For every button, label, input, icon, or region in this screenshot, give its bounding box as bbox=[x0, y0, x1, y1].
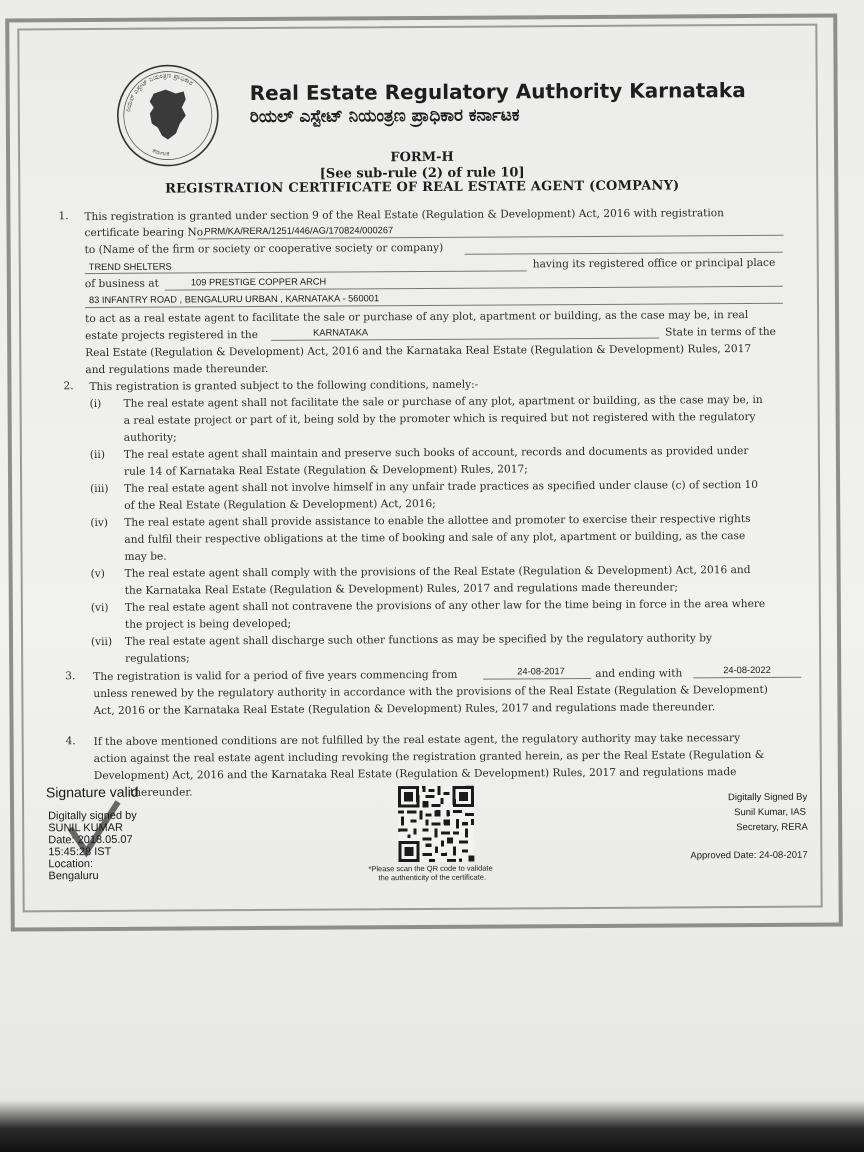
clause-1-number: 1. bbox=[58, 210, 69, 223]
signature-line-3: Date: 2018.05.07 bbox=[48, 833, 133, 847]
condition-iii-roman: (iii) bbox=[90, 482, 109, 496]
registration-number: PRM/KA/RERA/1251/446/AG/170824/000267 bbox=[204, 225, 394, 237]
condition-iv-roman: (iv) bbox=[90, 516, 108, 530]
qr-code-icon[interactable] bbox=[398, 786, 474, 862]
signature-valid-title: Signature valid bbox=[45, 783, 139, 801]
start-date-underline bbox=[483, 678, 591, 680]
certificate bbox=[31, 50, 816, 895]
condition-iv-line-3: may be. bbox=[124, 550, 167, 563]
clause-1-line-3: to (Name of the firm or society or cooperative society or company) bbox=[84, 241, 444, 257]
condition-vi-line-1: The real estate agent shall not contravene the provisions of any other law for the time being in force in the area where bbox=[124, 597, 766, 614]
condition-vi-roman: (vi) bbox=[90, 601, 109, 615]
clause-3-ending-with: and ending with bbox=[595, 667, 683, 680]
clause-1-line-2 bbox=[84, 225, 206, 240]
valid-until-date: 24-08-2022 bbox=[723, 664, 771, 676]
firm-name: TREND SHELTERS bbox=[88, 261, 172, 273]
signature-line-5: Location: bbox=[48, 858, 94, 871]
clause-3-line-2: unless renewed by the regulatory authority in accordance with the provisions of the Real Estate (Regulation & Development) bbox=[93, 683, 768, 701]
condition-vii-line-2: regulations; bbox=[125, 652, 190, 665]
end-date-underline bbox=[693, 677, 801, 679]
condition-ii-line-2: rule 14 of Karnataka Real Estate (Regulation & Development) Rules, 2017; bbox=[123, 463, 528, 478]
condition-vii-roman: (vii) bbox=[90, 635, 113, 649]
condition-v-roman: (v) bbox=[90, 567, 105, 581]
condition-iii-line-2: of the Real Estate (Regulation & Development) Act, 2016; bbox=[124, 497, 436, 512]
condition-v-line-1: The real estate agent shall comply with the provisions of the Real Estate (Regulation & Development) Act, 2016 and bbox=[124, 564, 751, 580]
condition-ii-roman: (ii) bbox=[89, 448, 105, 462]
principal-place-text: having its registered office or principal place bbox=[532, 256, 776, 271]
clause-1-line-10: and regulations made thereunder. bbox=[85, 362, 269, 377]
digitally-signed-by: Digitally Signed By bbox=[727, 791, 808, 804]
clause-4-line-1: If the above mentioned conditions are not fulfilled by the real estate agent, the regulatory authority may take necessary bbox=[93, 732, 741, 749]
valid-from-date: 24-08-2017 bbox=[517, 666, 565, 677]
condition-i-line-1: The real estate agent shall not facilitate the sale or purchase of any plot, apartment or building, as the case may be, in bbox=[123, 393, 763, 410]
clause-4-line-3: Development) Act, 2016 and the Karnataka Real Estate (Regulation & Development) Rules, 2017 and regulations made bbox=[93, 766, 737, 783]
clause-4-line-4: thereunder. bbox=[129, 786, 193, 799]
business-at-label: of business at bbox=[84, 277, 159, 291]
form-name: FORM-H bbox=[390, 149, 454, 166]
condition-iv-line-2: and fulfil their respective obligations at the time of booking and sale of any plot, apartment or building, as the case bbox=[124, 530, 746, 546]
clause-1-line-7: to act as a real estate agent to facilitate the sale or purchase of any plot, apartment or building, as the case may be, in real bbox=[85, 309, 749, 326]
condition-iii-line-1: The real estate agent shall not involve himself in any unfair trade practices as specified under clause (c) of section 10 bbox=[124, 478, 759, 495]
org-name-english: Real Estate Regulatory Authority Karnataka bbox=[249, 78, 746, 106]
clause-3-line-3: Act, 2016 or the Karnataka Real Estate (Regulation & Development) Rules, 2017 and regulations made thereunder. bbox=[93, 701, 716, 718]
condition-vi-line-2: the project is being developed; bbox=[124, 617, 292, 631]
clause-4-line-2: action against the real estate agent including revoking the registration granted herein, as per the Real Estate (Regulation & bbox=[93, 748, 765, 766]
state-underline bbox=[271, 338, 659, 341]
form-subrule: [See sub-rule (2) of rule 10] bbox=[319, 165, 525, 182]
address-line-1: 109 PRESTIGE COPPER ARCH bbox=[190, 276, 327, 288]
photo-shadow bbox=[0, 1100, 864, 1152]
seal-top-text: ರಿಯಲ್ ಎಸ್ಟೇಟ್ ನಿಯಂತ್ರಣ ಪ್ರಾಧಿಕಾರ bbox=[124, 71, 195, 113]
seal-bottom-text: ಕರ್ನಾಟಕ bbox=[151, 147, 170, 158]
clause-2-number: 2. bbox=[63, 380, 74, 393]
state-terms-text: State in terms of the bbox=[665, 325, 776, 339]
condition-i-roman: (i) bbox=[89, 397, 102, 411]
projects-registered-label: estate projects registered in the bbox=[85, 329, 259, 343]
condition-vii-line-1: The real estate agent shall discharge such other functions as may be specified by the regulatory authority by bbox=[124, 632, 713, 648]
org-name-kannada: ರಿಯಲ್ ಎಸ್ಟೇಟ್ ನಿಯಂತ್ರಣ ಪ್ರಾಧಿಕಾರ ಕರ್ನಾಟಕ bbox=[249, 105, 520, 128]
clause-1-line-1: This registration is granted under section 9 of the Real Estate (Regulation & Development) Act, 2016 with registration bbox=[84, 207, 725, 224]
clause-2-intro: This registration is granted subject to the following conditions, namely:- bbox=[89, 378, 479, 394]
firm-name-label-underline bbox=[465, 252, 783, 255]
signature-line-6: Bengaluru bbox=[48, 869, 99, 883]
form-title: REGISTRATION CERTIFICATE OF REAL ESTATE AGENT (COMPANY) bbox=[165, 178, 680, 197]
condition-i-line-3: authority; bbox=[123, 431, 177, 444]
clause-4-number: 4. bbox=[65, 735, 76, 748]
condition-v-line-2: the Karnataka Real Estate (Regulation & Development) Rules, 2017 and regulations made thereunder; bbox=[124, 581, 679, 597]
clause-1-line-9: Real Estate (Regulation & Development) Act, 2016 and the Karnataka Real Estate (Regulation & Development) Rules, 2017 bbox=[85, 342, 752, 360]
signature-line-2: SUNIL KUMAR bbox=[48, 821, 123, 835]
address-line-2: 83 INFANTRY ROAD , BENGALURU URBAN , KARNATAKA - 560001 bbox=[88, 293, 380, 306]
condition-ii-line-1: The real estate agent shall maintain and preserve such books of account, records and documents as provided under bbox=[123, 445, 749, 461]
condition-iv-line-1: The real estate agent shall provide assistance to enable the allottee and promoter to exercise their respective rights bbox=[124, 513, 751, 529]
approved-date: Approved Date: 24-08-2017 bbox=[690, 849, 808, 862]
state-name: KARNATAKA bbox=[313, 327, 369, 338]
karnataka-map-icon bbox=[150, 89, 186, 139]
signer-designation: Secretary, RERA bbox=[736, 821, 808, 834]
qr-note-line-1: *Please scan the QR code to validate bbox=[368, 863, 493, 874]
clause-3-number: 3. bbox=[65, 670, 76, 683]
signature-line-1: Digitally signed by bbox=[48, 809, 137, 823]
signer-name: Sunil Kumar, IAS bbox=[734, 806, 806, 819]
condition-i-line-2: a real estate project or part of it, being sold by the promoter which is required but not registered with the regulatory bbox=[123, 410, 756, 427]
clause-3-line-1-prefix: The registration is valid for a period of five years commencing from bbox=[93, 668, 458, 684]
signature-line-4: 15:45:28 IST bbox=[48, 845, 112, 859]
reg-no-label: certificate bearing No. bbox=[84, 226, 207, 240]
qr-note-line-2: the authenticity of the certificate. bbox=[378, 872, 487, 883]
